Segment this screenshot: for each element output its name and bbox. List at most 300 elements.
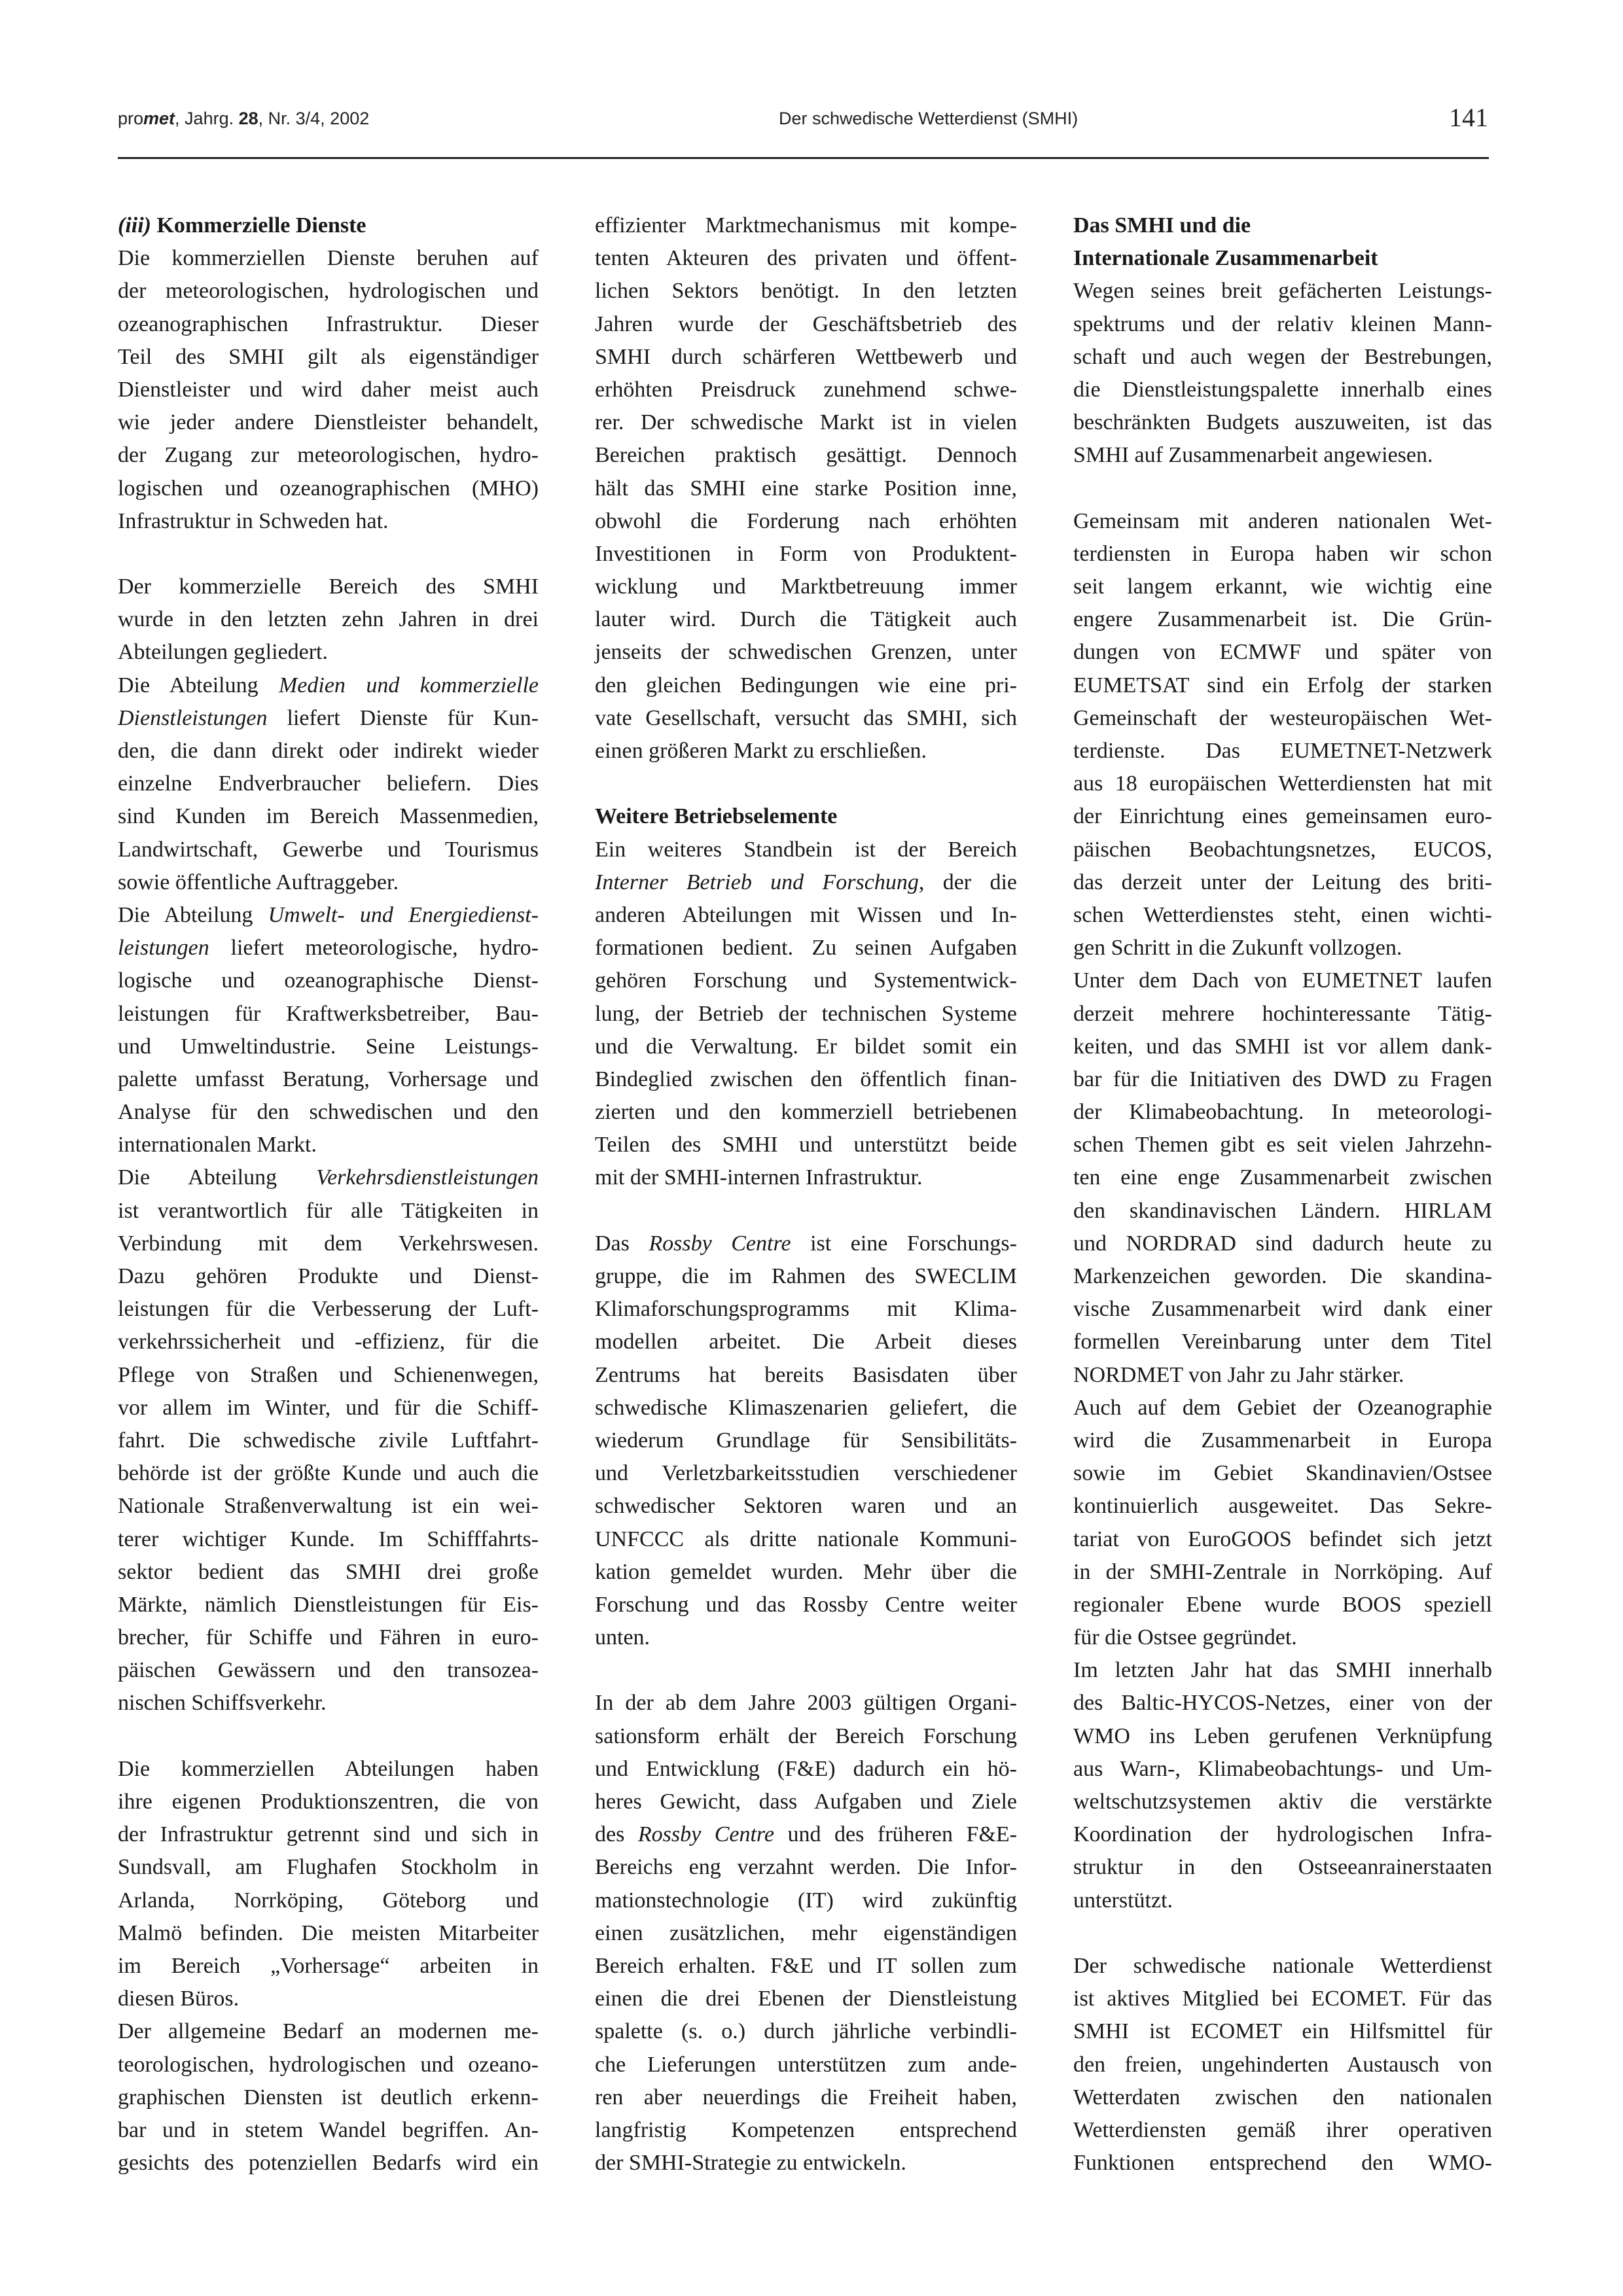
body-text: der Einrichtung eines gemeinsamen euro- xyxy=(1073,804,1492,829)
body-text: einzelne Endverbraucher beliefern. Dies xyxy=(118,771,539,796)
body-text: und NORDRAD sind dadurch heute zu xyxy=(1073,1231,1492,1256)
body-text: langfristig Kompetenzen entsprechend xyxy=(595,2117,1017,2142)
text-line xyxy=(595,1720,1017,1753)
body-text: Der allgemeine Bedarf an modernen me- xyxy=(118,2019,539,2044)
body-text: lauter wird. Durch die Tätigkeit auch xyxy=(595,607,1017,632)
text-line xyxy=(1073,1950,1492,1983)
body-text: SMHI auf Zusammenarbeit angewiesen. xyxy=(1073,443,1433,468)
text-line xyxy=(595,834,1017,866)
text-line xyxy=(1073,603,1492,636)
body-text: keiten, und das SMHI ist vor allem dank- xyxy=(1073,1034,1492,1059)
text-line xyxy=(1073,2015,1492,2048)
body-text: regionaler Ebene wurde BOOS speziell xyxy=(1073,1592,1492,1617)
body-text: Wetterdiensten gemäß ihrer operativen xyxy=(1073,2117,1492,2142)
body-text: tenten Akteuren des privaten und öffent- xyxy=(595,246,1017,271)
blank-line xyxy=(595,1654,1017,1687)
running-header-title: Der schwedische Wetterdienst (SMHI) xyxy=(779,109,1079,128)
text-line xyxy=(118,636,539,669)
text-line xyxy=(1073,308,1492,341)
body-text: der Klimabeobachtung. In meteorologi- xyxy=(1073,1100,1492,1125)
text-line xyxy=(118,1687,539,1720)
text-line xyxy=(595,275,1017,308)
body-text: Bereich erhalten. F&E und IT sollen zum xyxy=(595,1953,1017,1978)
body-text: Arlanda, Norrköping, Göteborg und xyxy=(118,1888,539,1913)
text-line xyxy=(595,932,1017,964)
body-text: den, die dann direkt oder indirekt wieder xyxy=(118,739,539,763)
emphasis-text: Rossby Centre xyxy=(637,1822,774,1847)
text-line xyxy=(1073,899,1492,932)
body-text: ist verantwortlich für alle Tätigkeiten in xyxy=(118,1198,539,1223)
body-text: schaft und auch wegen der Bestrebungen, xyxy=(1073,344,1492,369)
body-text: Abteilungen gegliedert. xyxy=(118,640,329,665)
text-line xyxy=(595,472,1017,505)
body-text: der SMHI-Strategie zu entwickeln. xyxy=(595,2151,906,2176)
blank-line xyxy=(118,538,539,571)
body-text: verkehrssicherheit und -effizienz, für die xyxy=(118,1330,539,1354)
body-text: wird die Zusammenarbeit in Europa xyxy=(1073,1428,1492,1453)
blank-line xyxy=(118,1720,539,1753)
text-line xyxy=(595,702,1017,735)
text-line xyxy=(118,1195,539,1227)
body-text: Wetterdaten zwischen den nationalen xyxy=(1073,2085,1492,2110)
text-line xyxy=(118,1293,539,1326)
text-line xyxy=(118,2049,539,2081)
text-line xyxy=(595,866,1017,899)
text-line xyxy=(118,2081,539,2114)
text-line xyxy=(118,374,539,406)
body-text: gen Schritt in die Zukunft vollzogen. xyxy=(1073,936,1402,961)
body-text: Dazu gehören Produkte und Dienst- xyxy=(118,1264,539,1288)
body-text: In der ab dem Jahre 2003 gültigen Organi- xyxy=(595,1691,1017,1716)
text-line xyxy=(1073,406,1492,439)
text-line xyxy=(595,998,1017,1031)
text-line xyxy=(1073,702,1492,735)
body-text: terdienste. Das EUMETNET-Netzwerk xyxy=(1073,739,1492,763)
text-line xyxy=(595,1457,1017,1490)
text-line xyxy=(118,1753,539,1786)
body-text: SMHI ist ECOMET ein Hilfsmittel für xyxy=(1073,2019,1492,2044)
journal-year: , Jahrg. xyxy=(175,109,239,128)
text-line xyxy=(1073,374,1492,406)
body-text: Verbindung mit dem Verkehrswesen. xyxy=(118,1231,539,1256)
text-line xyxy=(1073,2147,1492,2180)
text-line xyxy=(118,1096,539,1129)
text-line xyxy=(1073,1983,1492,2015)
text-line xyxy=(118,1917,539,1950)
heading-text: Kommerzielle Dienste xyxy=(156,213,366,238)
text-line xyxy=(595,1129,1017,1161)
text-line xyxy=(595,1589,1017,1621)
text-line xyxy=(1073,1523,1492,1556)
text-line xyxy=(118,1161,539,1194)
body-text: weltschutzsystemen aktiv die verstärkte xyxy=(1073,1790,1492,1814)
text-line xyxy=(1073,2081,1492,2114)
text-line xyxy=(595,636,1017,669)
text-line xyxy=(118,932,539,964)
text-line xyxy=(595,1063,1017,1096)
text-line xyxy=(595,2015,1017,2048)
text-line xyxy=(595,1031,1017,1063)
text-line xyxy=(1073,439,1492,472)
emphasis-text: Verkehrsdienstleistungen xyxy=(316,1165,539,1190)
text-line xyxy=(1073,866,1492,899)
body-text: sektor bedient das SMHI drei große xyxy=(118,1559,539,1584)
text-line xyxy=(118,1556,539,1589)
journal-name-met: met xyxy=(143,109,175,128)
body-text: che Lieferungen unterstützen zum ande- xyxy=(595,2052,1017,2077)
body-text: unterstützt. xyxy=(1073,1888,1173,1913)
body-text: und Entwicklung (F&E) dadurch ein hö- xyxy=(595,1756,1017,1781)
body-text: Teilen des SMHI und unterstützt beide xyxy=(595,1133,1017,1157)
heading-text: Das SMHI und die xyxy=(1073,213,1251,238)
text-line xyxy=(1073,768,1492,800)
body-text: brecher, für Schiffe und Fähren in euro- xyxy=(118,1625,539,1650)
text-line xyxy=(595,1786,1017,1818)
body-text: sowie im Gebiet Skandinavien/Ostsee xyxy=(1073,1461,1492,1486)
text-line xyxy=(118,800,539,833)
body-text: Gemeinsam mit anderen nationalen Wet- xyxy=(1073,508,1492,533)
running-header-journal xyxy=(118,109,369,129)
text-column-left xyxy=(118,209,539,2180)
text-line xyxy=(595,603,1017,636)
text-line xyxy=(595,242,1017,275)
text-line xyxy=(595,1490,1017,1523)
body-text: Im letzten Jahr hat das SMHI innerhalb xyxy=(1073,1658,1492,1683)
body-text: tariat von EuroGOOS befindet sich jetzt xyxy=(1073,1527,1492,1551)
text-line xyxy=(595,1293,1017,1326)
text-line xyxy=(118,1621,539,1654)
body-text: den skandinavischen Ländern. HIRLAM xyxy=(1073,1198,1492,1223)
body-text: Die Abteilung xyxy=(118,902,268,927)
body-text: sationsform erhält der Bereich Forschung xyxy=(595,1723,1017,1748)
body-text: Analyse für den schwedischen und den xyxy=(118,1100,539,1125)
text-line xyxy=(1073,1884,1492,1917)
text-line xyxy=(118,964,539,997)
body-text: Sundsvall, am Flughafen Stockholm in xyxy=(118,1855,539,1880)
body-text: WMO ins Leben gerufenen Verknüpfung xyxy=(1073,1723,1492,1748)
body-text: des xyxy=(595,1822,638,1847)
body-text: Bereichen praktisch gesättigt. Dennoch xyxy=(595,443,1017,468)
body-text: Koordination der hydrologischen Infra- xyxy=(1073,1822,1492,1847)
text-line xyxy=(118,1490,539,1523)
body-text: EUMETSAT sind ein Erfolg der starken xyxy=(1073,673,1492,698)
body-text: Ein weiteres Standbein ist der Bereich xyxy=(595,837,1017,862)
text-line xyxy=(595,1851,1017,1884)
text-line xyxy=(595,406,1017,439)
text-line xyxy=(1073,1293,1492,1326)
emphasis-text: Interner Betrieb und Forschung xyxy=(595,870,919,894)
body-text: die Dienstleistungspalette innerhalb eines xyxy=(1073,377,1492,402)
body-text: sind Kunden im Bereich Massenmedien, xyxy=(118,804,539,829)
text-line xyxy=(595,1096,1017,1129)
text-line xyxy=(1073,341,1492,374)
text-line xyxy=(118,1589,539,1621)
text-line xyxy=(1073,538,1492,571)
text-line xyxy=(1073,1687,1492,1720)
body-text: terer wichtiger Kunde. Im Schifffahrts- xyxy=(118,1527,539,1551)
body-text: Die kommerziellen Dienste beruhen auf xyxy=(118,246,539,271)
body-text: und Umweltindustrie. Seine Leistungs- xyxy=(118,1034,539,1059)
text-line xyxy=(1073,636,1492,669)
text-line xyxy=(118,1983,539,2015)
body-text: Funktionen entsprechend den WMO- xyxy=(1073,2151,1492,2176)
body-text: liefert Dienste für Kun- xyxy=(267,705,539,730)
body-text: ihre eigenen Produktionszentren, die von xyxy=(118,1790,539,1814)
blank-line xyxy=(595,768,1017,800)
body-text: Pflege von Straßen und Schienenwegen, xyxy=(118,1362,539,1387)
journal-name-pro: pro xyxy=(118,109,144,128)
text-line xyxy=(1073,1490,1492,1523)
body-text: Zentrums hat bereits Basisdaten über xyxy=(595,1362,1017,1387)
body-text: der Infrastruktur getrennt sind und sich in xyxy=(118,1822,539,1847)
text-line xyxy=(595,308,1017,341)
body-text: päischen Gewässern und den transozea- xyxy=(118,1658,539,1683)
text-line xyxy=(595,538,1017,571)
body-text: für die Ostsee gegründet. xyxy=(1073,1625,1297,1650)
text-line xyxy=(118,768,539,800)
body-text: UNFCCC als dritte nationale Kommuni- xyxy=(595,1527,1017,1551)
emphasis-text: Rossby Centre xyxy=(649,1231,791,1256)
body-text: Wegen seines breit gefächerten Leistungs- xyxy=(1073,279,1492,304)
body-text: ist eine Forschungs- xyxy=(791,1231,1017,1256)
text-line xyxy=(118,899,539,932)
body-text: seit langem erkannt, wie wichtig eine xyxy=(1073,574,1492,599)
body-text: mit der SMHI-internen Infrastruktur. xyxy=(595,1165,923,1190)
text-line xyxy=(118,1260,539,1293)
body-text: der Zugang zur meteorologischen, hydro- xyxy=(118,443,539,468)
body-text: rer. Der schwedische Markt ist in vielen xyxy=(595,410,1017,435)
body-text: dungen von ECMWF und später von xyxy=(1073,640,1492,665)
text-line xyxy=(1073,275,1492,308)
heading-text: (iii) xyxy=(118,213,157,238)
body-text: lichen Sektors benötigt. In den letzten xyxy=(595,279,1017,304)
text-line xyxy=(595,1983,1017,2015)
body-text: anderen Abteilungen mit Wissen und In- xyxy=(595,902,1017,927)
journal-issue: , Nr. 3/4, 2002 xyxy=(258,109,370,128)
text-line xyxy=(118,2015,539,2048)
text-column-middle xyxy=(595,209,1017,2180)
body-text: aus 18 europäischen Wetterdiensten hat mit xyxy=(1073,771,1492,796)
body-text: Klimaforschungsprogramms mit Klima- xyxy=(595,1297,1017,1322)
body-text: formellen Vereinbarung unter dem Titel xyxy=(1073,1330,1492,1354)
text-line xyxy=(118,275,539,308)
blank-line xyxy=(1073,1917,1492,1950)
text-line xyxy=(118,1359,539,1392)
body-text: in der SMHI-Zentrale in Norrköping. Auf xyxy=(1073,1559,1492,1584)
text-line xyxy=(595,1359,1017,1392)
body-text: kation gemeldet wurden. Mehr über die xyxy=(595,1559,1017,1584)
text-line xyxy=(595,209,1017,242)
text-line xyxy=(118,1654,539,1687)
text-line xyxy=(1073,1589,1492,1621)
text-line xyxy=(118,1884,539,1917)
text-line xyxy=(1073,1359,1492,1392)
body-text: graphischen Diensten ist deutlich erkenn- xyxy=(118,2085,539,2110)
body-text: schen Wetterdienstes steht, einen wichti- xyxy=(1073,902,1492,927)
text-line xyxy=(595,964,1017,997)
body-text: Nationale Straßenverwaltung ist ein wei- xyxy=(118,1494,539,1519)
text-line xyxy=(1073,1129,1492,1161)
text-line xyxy=(118,2147,539,2180)
text-line xyxy=(118,505,539,538)
body-text: modellen arbeitet. Die Arbeit dieses xyxy=(595,1330,1017,1354)
body-text: wicklung und Marktbetreuung immer xyxy=(595,574,1017,599)
body-text: , der die xyxy=(918,870,1018,894)
body-text: engere Zusammenarbeit ist. Die Grün- xyxy=(1073,607,1492,632)
body-text: effizienter Marktmechanismus mit kompe- xyxy=(595,213,1017,238)
text-line xyxy=(595,1621,1017,1654)
text-line xyxy=(1073,2114,1492,2147)
text-line xyxy=(118,1227,539,1260)
text-line xyxy=(118,998,539,1031)
text-line xyxy=(118,1031,539,1063)
body-text: Auch auf dem Gebiet der Ozeanographie xyxy=(1073,1395,1492,1420)
body-text: Die Abteilung xyxy=(118,1165,317,1190)
emphasis-text: Medien und kommerzielle xyxy=(278,673,539,698)
body-text: wiederum Grundlage für Sensibilitäts- xyxy=(595,1428,1017,1453)
body-text: und des früheren F&E- xyxy=(774,1822,1017,1847)
body-text: Markenzeichen geworden. Die skandina- xyxy=(1073,1264,1492,1288)
body-text: lung, der Betrieb der technischen Systeme xyxy=(595,1001,1017,1026)
journal-volume: 28 xyxy=(238,109,259,128)
text-line xyxy=(595,341,1017,374)
text-line xyxy=(595,800,1017,833)
text-line xyxy=(595,1424,1017,1457)
body-text: terdiensten in Europa haben wir schon xyxy=(1073,541,1492,566)
body-text: diesen Büros. xyxy=(118,1987,240,2011)
text-line xyxy=(118,1129,539,1161)
body-text: Das xyxy=(595,1231,649,1256)
body-text: und Verletzbarkeitsstudien verschiedener xyxy=(595,1461,1017,1486)
body-text: nischen Schiffsverkehr. xyxy=(118,1691,327,1716)
body-text: derzeit mehrere hochinteressante Tätig- xyxy=(1073,1001,1492,1026)
text-line xyxy=(1073,1392,1492,1424)
text-line xyxy=(118,1851,539,1884)
body-text: päischen Beobachtungsnetzes, EUCOS, xyxy=(1073,837,1492,862)
body-text: den gleichen Bedingungen wie eine pri- xyxy=(595,673,1017,698)
text-line xyxy=(1073,1195,1492,1227)
text-line xyxy=(1073,1457,1492,1490)
body-text: Malmö befinden. Die meisten Mitarbeiter xyxy=(118,1920,539,1945)
heading-text: Internationale Zusammenarbeit xyxy=(1073,246,1378,271)
body-text: und die Verwaltung. Er bildet somit ein xyxy=(595,1034,1017,1059)
body-text: Der schwedische nationale Wetterdienst xyxy=(1073,1953,1492,1978)
text-line xyxy=(595,571,1017,603)
text-line xyxy=(118,603,539,636)
body-text: aus Warn-, Klimabeobachtungs- und Um- xyxy=(1073,1756,1492,1781)
body-text: bar für die Initiativen des DWD zu Fragen xyxy=(1073,1067,1492,1091)
text-line xyxy=(595,1556,1017,1589)
text-line xyxy=(1073,1654,1492,1687)
text-line xyxy=(1073,209,1492,242)
body-text: bar und in stetem Wandel begriffen. An- xyxy=(118,2117,539,2142)
text-line xyxy=(1073,1260,1492,1293)
text-line xyxy=(595,735,1017,768)
body-text: schen Themen gibt es seit vielen Jahrzehn- xyxy=(1073,1133,1492,1157)
text-line xyxy=(1073,1851,1492,1884)
text-line xyxy=(118,1818,539,1851)
text-line xyxy=(118,1457,539,1490)
body-text: Dienstleister und wird daher meist auch xyxy=(118,377,539,402)
body-text: teorologischen, hydrologischen und ozeano- xyxy=(118,2052,539,2077)
body-text: jenseits der schwedischen Grenzen, unter xyxy=(595,640,1017,665)
emphasis-text: Dienstleistungen xyxy=(118,705,268,730)
text-line xyxy=(595,1161,1017,1194)
emphasis-text: leistungen xyxy=(118,936,209,961)
text-line xyxy=(595,374,1017,406)
body-text: das derzeit unter der Leitung des briti- xyxy=(1073,870,1492,894)
text-line xyxy=(118,834,539,866)
body-text: wie jeder andere Dienstleister behandelt, xyxy=(118,410,539,435)
body-text: Investitionen in Form von Produktent- xyxy=(595,541,1017,566)
body-text: Die Abteilung xyxy=(118,673,279,698)
body-text: ren aber neuerdings die Freiheit haben, xyxy=(595,2085,1017,2110)
text-line xyxy=(118,1326,539,1358)
text-line xyxy=(595,2049,1017,2081)
text-line xyxy=(1073,1031,1492,1063)
blank-line xyxy=(595,1195,1017,1227)
text-line xyxy=(1073,1096,1492,1129)
body-text: ist aktives Mitglied bei ECOMET. Für das xyxy=(1073,1987,1492,2011)
body-text: SMHI durch schärferen Wettbewerb und xyxy=(595,344,1017,369)
body-text: einen größeren Markt zu erschließen. xyxy=(595,739,927,763)
body-text: logischen und ozeanographischen (MHO) xyxy=(118,476,539,501)
body-text: spektrums und der relativ kleinen Mann- xyxy=(1073,311,1492,336)
text-line xyxy=(1073,1161,1492,1194)
text-line xyxy=(118,2114,539,2147)
text-line xyxy=(595,1326,1017,1358)
text-line xyxy=(1073,1818,1492,1851)
text-line xyxy=(595,1917,1017,1950)
header-rule xyxy=(118,157,1489,159)
body-text: behörde ist der größte Kunde und auch die xyxy=(118,1461,539,1486)
body-text: gruppe, die im Rahmen des SWECLIM xyxy=(595,1264,1017,1288)
text-line xyxy=(1073,2049,1492,2081)
emphasis-text: Umwelt- und Energiedienst- xyxy=(268,902,539,927)
body-text: ten eine enge Zusammenarbeit zwischen xyxy=(1073,1165,1492,1190)
text-line xyxy=(118,1063,539,1096)
body-text: Bindeglied zwischen den öffentlich finan- xyxy=(595,1067,1017,1091)
text-line xyxy=(1073,669,1492,702)
body-text: Bereichs eng verzahnt werden. Die Infor- xyxy=(595,1855,1017,1880)
body-text: Unter dem Dach von EUMETNET laufen xyxy=(1073,968,1492,993)
body-text: formationen bedient. Zu seinen Aufgaben xyxy=(595,936,1017,961)
body-text: zierten und den kommerziell betriebenen xyxy=(595,1100,1017,1125)
text-line xyxy=(118,1950,539,1983)
body-text: hält das SMHI eine starke Position inne, xyxy=(595,476,1017,501)
body-text: Gemeinschaft der westeuropäischen Wet- xyxy=(1073,705,1492,730)
text-line xyxy=(595,1884,1017,1917)
text-line xyxy=(595,1687,1017,1720)
body-text: logische und ozeanographische Dienst- xyxy=(118,968,539,993)
body-text: Teil des SMHI gilt als eigenständiger xyxy=(118,344,539,369)
body-text: Märkte, nämlich Dienstleistungen für Eis- xyxy=(118,1592,539,1617)
body-text: beschränkten Budgets auszuweiten, ist das xyxy=(1073,410,1492,435)
heading-text: Weitere Betriebselemente xyxy=(595,804,838,829)
text-line xyxy=(118,209,539,242)
text-line xyxy=(595,2114,1017,2147)
text-line xyxy=(1073,964,1492,997)
text-line xyxy=(1073,505,1492,538)
text-line xyxy=(595,2081,1017,2114)
text-line xyxy=(118,571,539,603)
text-line xyxy=(1073,571,1492,603)
text-line xyxy=(1073,1326,1492,1358)
body-text: Landwirtschaft, Gewerbe und Tourismus xyxy=(118,837,539,862)
text-line xyxy=(118,308,539,341)
text-line xyxy=(1073,1786,1492,1818)
body-text: schwedischer Sektoren waren und an xyxy=(595,1494,1017,1519)
